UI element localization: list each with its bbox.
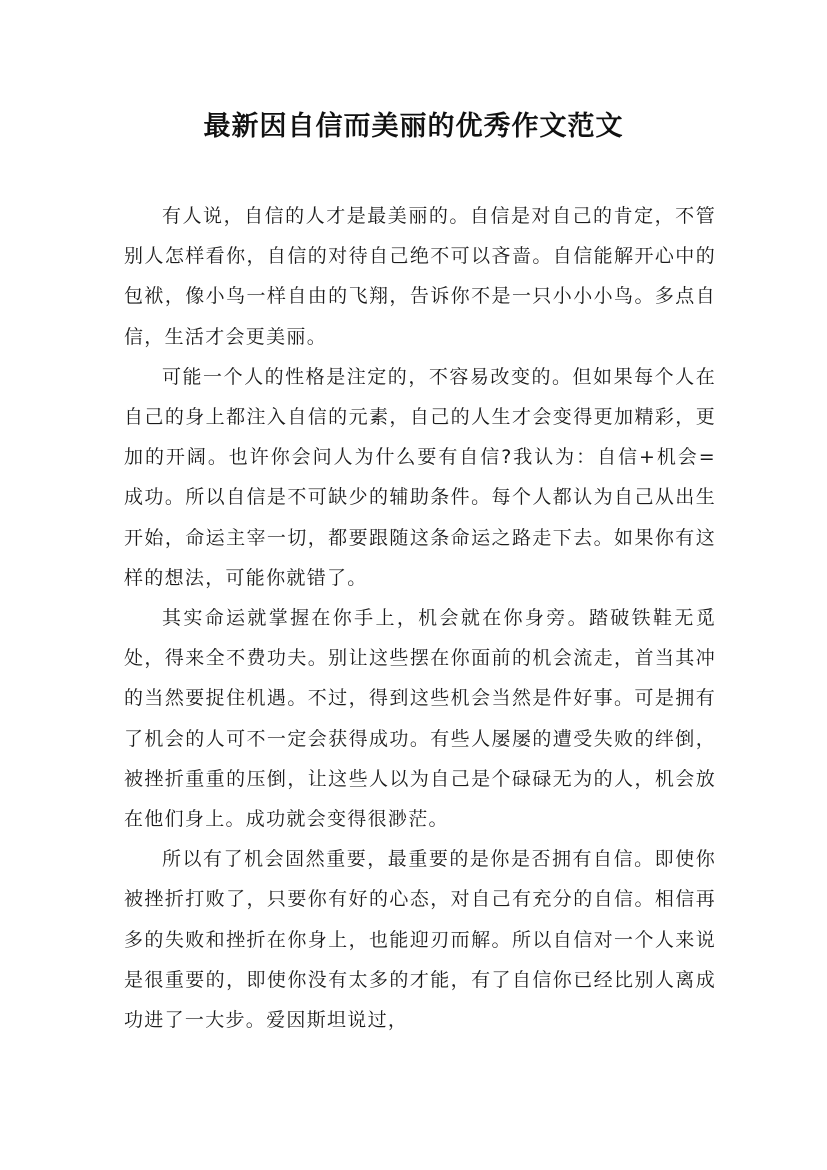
document-body xyxy=(124,196,716,1040)
paragraph-3: 其实命运就掌握在你手上，机会就在你身旁。踏破铁鞋无觅处，得来全不费功夫。别让这些摆在你面前的机会流走，首当其冲的当然要捉住机遇。不过，得到这些机会当然是件好事。可是拥有了机会的人可不一定会获得成功。有些人屡屡的遭受失败的绊倒，被挫折重重的压倒，让这些人以为自己是个碌碌无为的人，机会放在他们身上。成功就会变得很渺茫。 xyxy=(124,607,716,831)
paragraph-1: 有人说，自信的人才是最美丽的。自信是对自己的肯定，不管别人怎样看你，自信的对待自己绝不可以吝啬。自信能解开心中的包袱，像小鸟一样自由的飞翔，告诉你不是一只小小小鸟。多点自信，生活才会更美丽。 xyxy=(124,205,716,348)
paragraph-4: 所以有了机会固然重要，最重要的是你是否拥有自信。即使你被挫折打败了，只要你有好的心态，对自己有充分的自信。相信再多的失败和挫折在你身上，也能迎刃而解。所以自信对一个人来说是很重要的，即使你没有太多的才能，有了自信你已经比别人离成功进了一大步。爱因斯坦说过， xyxy=(124,848,716,1032)
paragraph-2: 可能一个人的性格是注定的，不容易改变的。但如果每个人在自己的身上都注入自信的元素，自己的人生才会变得更加精彩，更加的开阔。也许你会问人为什么要有自信?我认为：自信+机会=成功。所以自信是不可缺少的辅助条件。每个人都认为自己从出生开始，命运主宰一切，都要跟随这条命运之路走下去。如果你有这样的想法，可能你就错了。 xyxy=(124,365,716,589)
document-title: 最新因自信而美丽的优秀作文范文 xyxy=(203,111,624,142)
